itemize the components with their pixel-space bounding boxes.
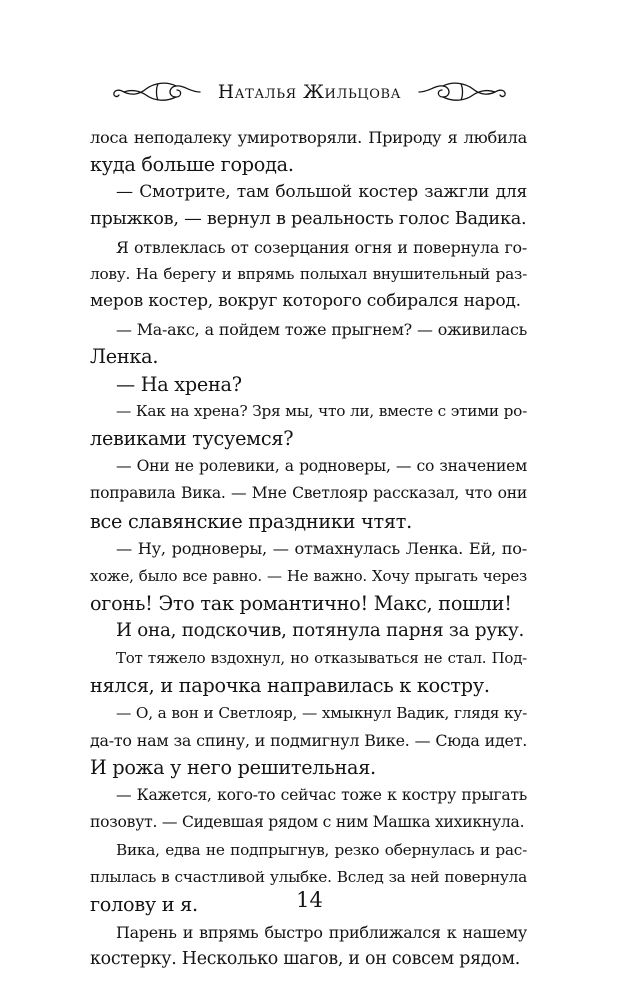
text-line: — Ма-акс, а пойдем тоже прыгнем? — оживилась <box>116 319 527 339</box>
right-flourish-ornament <box>417 79 509 105</box>
text-line: Тот тяжело вздохнул, но отказываться не стал. Под- <box>116 648 527 667</box>
text-line: куда больше города. <box>90 153 294 177</box>
text-line: — О, а вон и Светлояр, — хмыкнул Вадик, глядя ку- <box>116 703 527 722</box>
text-line: прыжков, — вернул в реальность голос Вадика. <box>90 209 527 230</box>
text-line: — Ну, родноверы, — отмахнулась Ленка. Ей, по- <box>116 539 527 559</box>
page-number: 14 <box>296 888 323 912</box>
text-line: Вика, едва не подпрыгнув, резко обернулась и рас- <box>116 840 527 859</box>
text-line: левиками тусуемся? <box>90 427 294 451</box>
text-line: лоса неподалеку умиротворяли. Природу я любила <box>90 128 527 147</box>
header-author-name: Наталья Жильцова <box>217 81 402 103</box>
text-line: — Смотрите, там большой костер зажгли для <box>116 181 527 202</box>
text-line: — Они не ролевики, а родноверы, — со значением <box>116 456 527 475</box>
text-line: меров костер, вокруг которого собирался народ. <box>90 291 521 312</box>
text-line: Ленка. <box>90 345 159 369</box>
text-line: — Как на хрена? Зря мы, что ли, вместе с этими ро- <box>116 402 527 421</box>
text-line: И рожа у него решительная. <box>90 756 376 780</box>
text-line: лову. На берегу и впрямь полыхал внушительный раз- <box>90 265 527 284</box>
text-line: позовут. — Сидевшая рядом с ним Машка хихикнула. <box>90 813 525 832</box>
text-line: огонь! Это так романтично! Макс, пошли! <box>90 591 512 615</box>
text-line: И она, подскочив, потянула парня за руку. <box>116 620 525 642</box>
text-line: — На хрена? <box>116 372 242 396</box>
text-line: да-то нам за спину, и подмигнул Вике. — Сюда идет. <box>90 730 527 750</box>
text-line: все славянские праздники чтят. <box>90 509 412 533</box>
running-header <box>0 74 619 110</box>
text-line: поправила Вика. — Мне Светлояр рассказал, что они <box>90 484 527 503</box>
text-line: хоже, было все равно. — Не важно. Хочу прыгать через <box>90 566 527 585</box>
text-line: Парень и впрямь быстро приближался к нашему <box>116 922 527 942</box>
text-line: нялся, и парочка направилась к костру. <box>90 674 490 698</box>
text-line: — Кажется, кого-то сейчас тоже к костру прыгать <box>116 785 527 804</box>
text-line: костерку. Несколько шагов, и он совсем рядом. <box>90 949 521 970</box>
text-line: Я отвлеклась от созерцания огня и повернула го- <box>116 237 527 257</box>
left-flourish-ornament <box>110 79 202 105</box>
text-line: голову и я. <box>90 893 198 917</box>
body-text <box>90 124 527 974</box>
text-line: плылась в счастливой улыбке. Вслед за ней повернула <box>90 867 527 886</box>
